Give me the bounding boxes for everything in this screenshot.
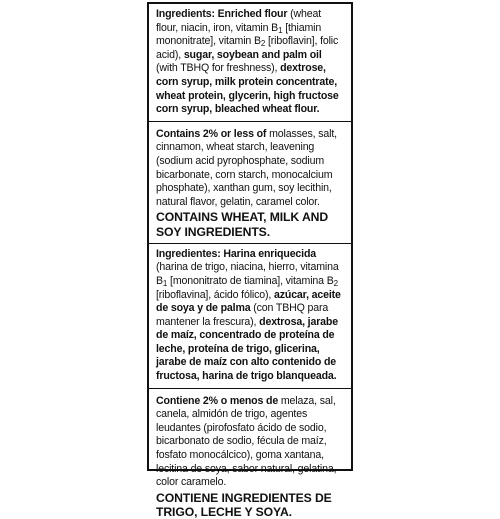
subscript-text: 2 — [260, 39, 266, 49]
bold-text-run: sugar, soybean and palm oil — [183, 48, 322, 61]
bold-text-run: dextrosa, jarabe de maíz, concentrado de proteína de leche, proteína de trigo, glicerina, jarabe de maíz con alto contenido de fructosa, harina de trigo blanqueada. — [156, 315, 338, 383]
spanish-allergen-statement: CONTIENE INGREDIENTES DE TRIGO, LECHE Y SOYA. — [156, 490, 332, 519]
spanish-minor-ingredients — [156, 395, 345, 490]
bold-text-run: Ingredientes: Harina enriquecida — [156, 247, 317, 260]
divider — [149, 388, 351, 391]
bold-text-run: Contiene 2% o menos de — [156, 394, 279, 407]
text-run: (wheat flour, niacin, iron, vitamin B — [156, 8, 322, 34]
bold-text-run: Contains 2% or less of — [156, 127, 267, 140]
text-run: [mononitrato de tiamina], vitamina B — [167, 274, 334, 287]
language-divider — [149, 243, 351, 244]
english-ingredients — [156, 8, 345, 117]
spanish-ingredients — [156, 248, 345, 384]
text-run: (harina de trigo, niacina, hierro, vitamina B — [156, 261, 339, 287]
bold-text-run: dextrose, corn syrup, milk protein concentrate, wheat protein, glycerin, high fructose corn syrup, bleached wheat flour. — [156, 62, 339, 116]
text-run: [riboflavina], ácido fólico), — [156, 288, 274, 301]
english-minor-ingredients — [156, 128, 345, 210]
text-run: (with TBHQ for freshness), — [156, 62, 281, 75]
bold-text-run: azúcar, aceite de soya y de palma — [156, 288, 341, 315]
text-run: [thiamin mononitrate], vitamin B — [156, 21, 322, 48]
text-run: molasses, salt, cinnamon, wheat starch, leavening (sodium acid pyrophosphate, sodium bicarbonate, corn starch, monocalcium phosphate), xanthan gum, soy lecithin, natural flavor, gelatin, caramel color. — [156, 127, 337, 208]
text-run: melaza, sal, canela, almidón de trigo, agentes leudantes (pirofosfato ácido de sodio, bicarbonato de sodio, fécula de maíz, fosfato monocálcico), goma xantana, lecitina de soya, sabor natural, gelatina, color caramelo. — [156, 394, 337, 489]
text-run: [riboflavin], folic acid), — [156, 35, 339, 61]
ingredients-label-panel — [147, 2, 353, 519]
english-allergen-statement: CONTAINS WHEAT, MILK AND SOY INGREDIENTS. — [156, 210, 329, 239]
text-run: (con TBHQ para mantener la frescura), — [156, 302, 329, 328]
subscript-text: 2 — [333, 278, 338, 288]
bold-text-run: Ingredients: Enriched flour — [156, 8, 288, 20]
subscript-text: 1 — [162, 278, 168, 288]
divider — [149, 121, 351, 124]
subscript-text: 1 — [278, 25, 283, 35]
